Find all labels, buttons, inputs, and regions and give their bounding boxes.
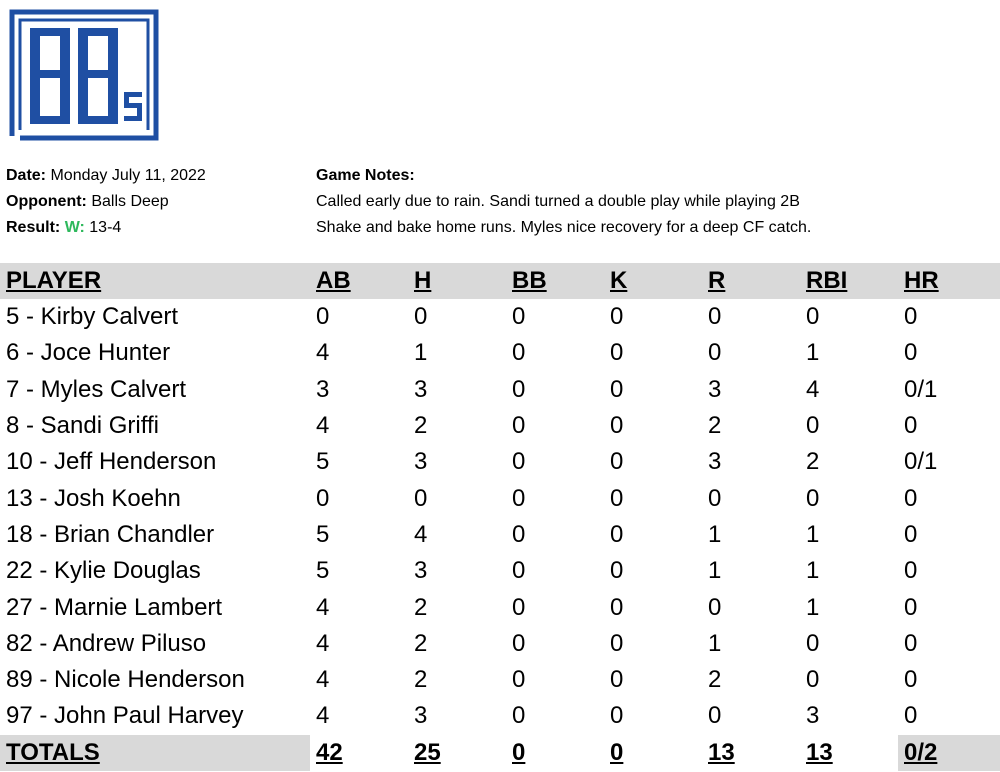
stat-cell-bb: 0: [512, 593, 526, 621]
player-name: 22 - Kylie Douglas: [6, 557, 201, 585]
game-notes: [316, 163, 811, 241]
stat-cell-bb: 0: [512, 702, 526, 730]
player-row: [0, 517, 1000, 553]
stat-cell-bb: 0: [512, 303, 526, 331]
stat-cell-r: 0: [708, 339, 722, 367]
stat-cell-k: 0: [610, 303, 624, 331]
stat-cell-bb: 0: [512, 339, 526, 367]
stat-cell-rbi: 3: [806, 702, 820, 730]
player-name: 89 - Nicole Henderson: [6, 666, 245, 694]
opponent-line: Opponent: Balls Deep: [6, 193, 169, 210]
stat-cell-ab: 3: [316, 375, 330, 403]
date-value: Monday July 11, 2022: [50, 167, 206, 184]
stat-cell-k: 0: [610, 375, 624, 403]
stat-cell-rbi: 0: [806, 484, 820, 512]
result-win-indicator: W:: [64, 219, 85, 236]
result-score: 13-4: [89, 219, 122, 236]
game-notes-heading: Game Notes:: [316, 167, 415, 184]
player-row: [0, 626, 1000, 662]
stat-cell-k: 0: [610, 412, 624, 440]
player-row: [0, 408, 1000, 444]
column-header-hr: HR: [898, 263, 1000, 299]
opponent-value: Balls Deep: [91, 193, 169, 210]
stat-cell-k: 0: [610, 484, 624, 512]
stat-cell-rbi: 1: [806, 339, 820, 367]
stat-cell-h: 3: [414, 702, 428, 730]
stat-cell-hr: 0: [904, 557, 918, 585]
totals-cell-k: 0: [604, 735, 702, 771]
stat-cell-ab: 0: [316, 484, 330, 512]
stat-cell-k: 0: [610, 557, 624, 585]
stat-cell-h: 4: [414, 520, 428, 548]
player-row: [0, 372, 1000, 408]
stat-cell-rbi: 0: [806, 303, 820, 331]
player-row: [0, 299, 1000, 335]
stat-cell-h: 2: [414, 593, 428, 621]
stat-cell-ab: 4: [316, 629, 330, 657]
stat-cell-hr: 0/1: [904, 448, 938, 476]
stat-cell-ab: 4: [316, 702, 330, 730]
player-row: [0, 444, 1000, 480]
stat-cell-ab: 4: [316, 666, 330, 694]
stat-cell-ab: 5: [316, 448, 330, 476]
stat-cell-bb: 0: [512, 666, 526, 694]
date-line: Date: Monday July 11, 2022: [6, 167, 206, 184]
game-notes-line: Shake and bake home runs. Myles nice recovery for a deep CF catch.: [316, 219, 812, 236]
stat-cell-h: 2: [414, 412, 428, 440]
stat-cell-hr: 0: [904, 629, 918, 657]
stat-cell-k: 0: [610, 339, 624, 367]
stat-cell-rbi: 1: [806, 520, 820, 548]
column-header-ab: AB: [310, 263, 408, 299]
player-name: 5 - Kirby Calvert: [6, 303, 179, 331]
stat-cell-hr: 0: [904, 520, 918, 548]
stat-cell-k: 0: [610, 629, 624, 657]
stat-cell-hr: 0: [904, 702, 918, 730]
stat-cell-rbi: 0: [806, 629, 820, 657]
player-name: 27 - Marnie Lambert: [6, 593, 223, 621]
stat-cell-r: 0: [708, 593, 722, 621]
stat-cell-rbi: 0: [806, 666, 820, 694]
player-name: 8 - Sandi Griffi: [6, 412, 159, 440]
stat-cell-hr: 0: [904, 303, 918, 331]
stat-cell-k: 0: [610, 520, 624, 548]
totals-cell-hr: 0/2: [898, 735, 1000, 771]
stat-cell-r: 1: [708, 520, 722, 548]
stat-cell-h: 0: [414, 484, 428, 512]
stat-cell-h: 3: [414, 448, 428, 476]
stat-cell-rbi: 4: [806, 375, 820, 403]
stat-cell-r: 2: [708, 412, 722, 440]
totals-row: [0, 735, 1000, 771]
player-row: [0, 698, 1000, 734]
column-header-h: H: [408, 263, 506, 299]
stat-cell-h: 0: [414, 303, 428, 331]
player-name: 18 - Brian Chandler: [6, 520, 215, 548]
box-score-table: [0, 263, 1000, 771]
player-name: 7 - Myles Calvert: [6, 375, 187, 403]
game-notes-line: Called early due to rain. Sandi turned a double play while playing 2B: [316, 193, 800, 210]
stat-cell-r: 1: [708, 629, 722, 657]
player-name: 10 - Jeff Henderson: [6, 448, 217, 476]
stat-cell-hr: 0: [904, 339, 918, 367]
stat-cell-r: 0: [708, 303, 722, 331]
totals-cell-r: 13: [702, 735, 800, 771]
totals-cell-h: 25: [408, 735, 506, 771]
stat-cell-bb: 0: [512, 520, 526, 548]
totals-label: TOTALS: [0, 735, 310, 771]
column-header-rbi: RBI: [800, 263, 898, 299]
stat-cell-k: 0: [610, 666, 624, 694]
column-header-player: PLAYER: [0, 263, 310, 299]
player-name: 82 - Andrew Piluso: [6, 629, 207, 657]
player-row: [0, 662, 1000, 698]
stat-cell-r: 3: [708, 448, 722, 476]
stat-cell-ab: 4: [316, 412, 330, 440]
player-name: 13 - Josh Koehn: [6, 484, 181, 512]
stat-cell-hr: 0: [904, 593, 918, 621]
stat-cell-bb: 0: [512, 412, 526, 440]
totals-cell-rbi: 13: [800, 735, 898, 771]
stat-cell-h: 3: [414, 375, 428, 403]
result-line: Result: W: 13-4: [6, 219, 122, 236]
stat-cell-hr: 0: [904, 412, 918, 440]
player-row: [0, 553, 1000, 589]
stat-cell-r: 3: [708, 375, 722, 403]
player-row: [0, 480, 1000, 516]
stat-cell-r: 0: [708, 484, 722, 512]
stat-cell-r: 1: [708, 557, 722, 585]
stat-cell-hr: 0: [904, 666, 918, 694]
stat-cell-bb: 0: [512, 629, 526, 657]
stat-cell-bb: 0: [512, 484, 526, 512]
column-header-r: R: [702, 263, 800, 299]
column-header-bb: BB: [506, 263, 604, 299]
team-logo: [6, 6, 162, 144]
stat-cell-ab: 0: [316, 303, 330, 331]
stat-cell-r: 2: [708, 666, 722, 694]
stat-cell-rbi: 1: [806, 557, 820, 585]
header-row: [0, 263, 1000, 299]
totals-cell-bb: 0: [506, 735, 604, 771]
stat-cell-hr: 0/1: [904, 375, 938, 403]
stat-cell-bb: 0: [512, 448, 526, 476]
stat-cell-h: 2: [414, 629, 428, 657]
game-info: [6, 163, 206, 241]
stat-cell-h: 3: [414, 557, 428, 585]
stat-cell-rbi: 1: [806, 593, 820, 621]
stat-cell-k: 0: [610, 448, 624, 476]
stat-cell-ab: 5: [316, 557, 330, 585]
player-row: [0, 335, 1000, 371]
player-name: 6 - Joce Hunter: [6, 339, 171, 367]
stat-cell-ab: 4: [316, 339, 330, 367]
stat-cell-ab: 5: [316, 520, 330, 548]
player-name: 97 - John Paul Harvey: [6, 702, 244, 730]
stat-cell-k: 0: [610, 593, 624, 621]
stat-cell-r: 0: [708, 702, 722, 730]
stat-cell-bb: 0: [512, 557, 526, 585]
stat-cell-h: 2: [414, 666, 428, 694]
totals-cell-ab: 42: [310, 735, 408, 771]
stat-cell-bb: 0: [512, 375, 526, 403]
stat-cell-h: 1: [414, 339, 428, 367]
player-row: [0, 589, 1000, 625]
column-header-k: K: [604, 263, 702, 299]
stat-cell-hr: 0: [904, 484, 918, 512]
stat-cell-k: 0: [610, 702, 624, 730]
stat-cell-rbi: 2: [806, 448, 820, 476]
stat-cell-rbi: 0: [806, 412, 820, 440]
stat-cell-ab: 4: [316, 593, 330, 621]
